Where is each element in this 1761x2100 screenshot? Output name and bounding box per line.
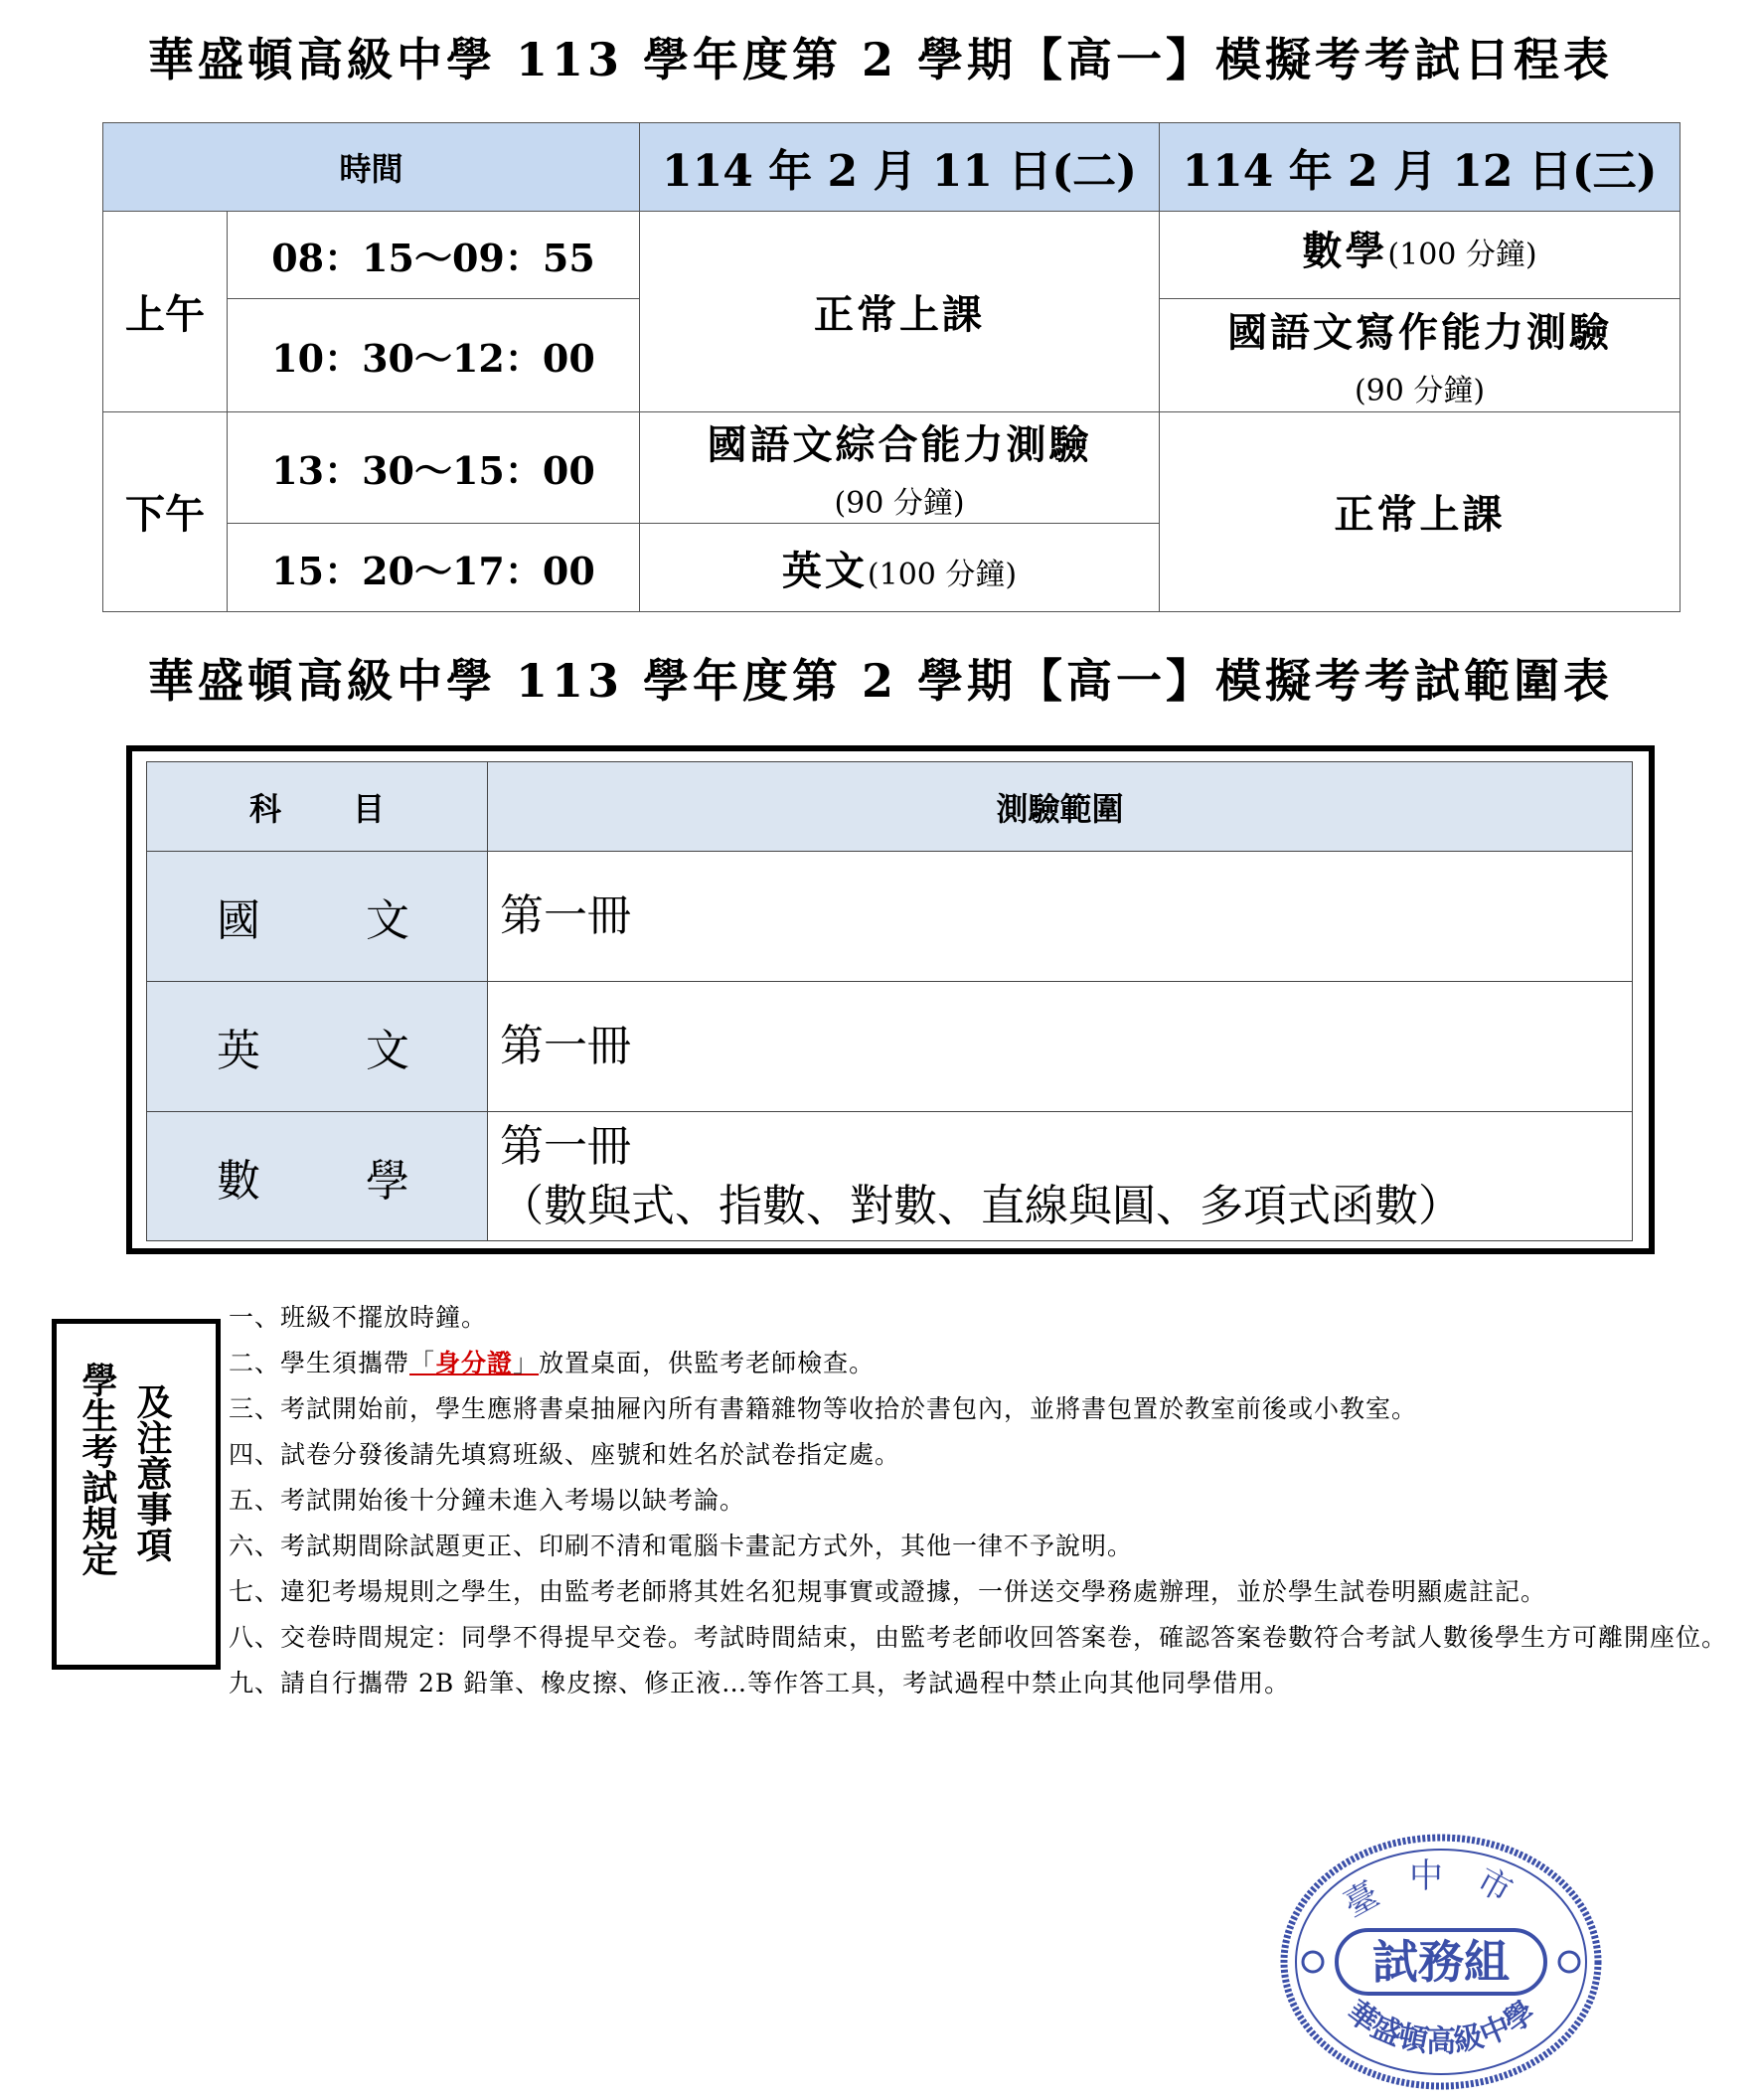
range-cell: 第一冊 <box>488 982 1633 1112</box>
subject-char: 學 <box>366 1155 409 1207</box>
rule-item <box>229 1341 1759 1386</box>
seal-center-text: 試務組 <box>1372 1935 1510 1989</box>
id-card-highlight <box>409 1349 539 1377</box>
subject-cell <box>147 1112 488 1241</box>
exam-scope-table <box>146 761 1633 1241</box>
subject-char: 數 <box>217 1155 260 1207</box>
rules-label-col2: 及注意事項 <box>131 1383 173 1562</box>
scope-header-row <box>147 762 1633 852</box>
time-slot: 13：30～15：00 <box>228 411 640 524</box>
schedule-row <box>103 211 1681 299</box>
day1-header: 114 年 2 月 11 日(二) <box>640 123 1160 212</box>
exam-subject: 國語文綜合能力測驗 <box>707 421 1092 469</box>
morning-label: 上午 <box>103 211 228 411</box>
exam-subject: 國語文寫作能力測驗 <box>1227 308 1613 356</box>
rules-label-box <box>52 1319 221 1670</box>
range-header: 測驗範圍 <box>488 762 1633 852</box>
schedule-header-row <box>103 123 1681 212</box>
day2-header: 114 年 2 月 12 日(三) <box>1160 123 1681 212</box>
rule-item: 八、交卷時間規定：同學不得提早交卷。考試時間結束，由監考老師收回答案卷，確認答案卷數符合考試人數後學生方可離開座位。 <box>229 1623 1728 1652</box>
rule-text: 放置桌面，供監考老師檢查。 <box>539 1349 876 1377</box>
day2-am2-cell <box>1160 299 1681 412</box>
range-line: （數與式、指數、對數、直線與圓、多項式函數） <box>500 1180 1462 1231</box>
seal-top-text: 臺中市 <box>1337 1856 1545 1926</box>
rule-item: 七、違犯考場規則之學生，由監考老師將其姓名犯規事實或證據，一併送交學務處辦理，並於學生試卷明顯處註記。 <box>229 1577 1547 1606</box>
scope-title: 華盛頓高級中學 113 學年度第 2 學期【高一】模擬考考試範圍表 <box>147 654 1614 708</box>
day1-morning-cell: 正常上課 <box>640 211 1160 411</box>
rules-label-col1: 學生考試規定 <box>77 1362 118 1576</box>
rule-item: 四、試卷分發後請先填寫班級、座號和姓名於試卷指定處。 <box>229 1440 901 1469</box>
rule-item: 一、班級不擺放時鐘。 <box>229 1303 488 1332</box>
schedule-row <box>103 411 1681 524</box>
subject-header-a: 科 <box>248 789 281 828</box>
subject-char: 文 <box>366 1026 409 1076</box>
exam-duration: (100 分鐘) <box>1387 237 1537 272</box>
rule-item: 九、請自行攜帶 2B 鉛筆、橡皮擦、修正液…等作答工具，考試過程中禁止向其他同學借用。 <box>229 1669 1291 1697</box>
range-cell: 第一冊 <box>488 852 1633 982</box>
rule-item: 三、考試開始前，學生應將書桌抽屜內所有書籍雜物等收拾於書包內，並將書包置於教室前後或小教室。 <box>229 1394 1418 1423</box>
exam-subject: 數學 <box>1302 227 1388 274</box>
exam-subject: 英文 <box>781 547 868 594</box>
exam-schedule-table <box>102 122 1681 612</box>
schedule-title: 華盛頓高級中學 113 學年度第 2 學期【高一】模擬考考試日程表 <box>147 33 1614 86</box>
bracket-close: 」 <box>513 1349 540 1377</box>
exam-duration: (90 分鐘) <box>1354 373 1486 408</box>
rule-item: 六、考試期間除試題更正、印刷不清和電腦卡畫記方式外，其他一律不予說明。 <box>229 1532 1134 1560</box>
scope-row <box>147 852 1633 982</box>
rule-item: 五、考試開始後十分鐘未進入考場以缺考論。 <box>229 1486 746 1515</box>
scope-row <box>147 1112 1633 1241</box>
day1-pm2-cell <box>640 524 1160 612</box>
scope-frame <box>126 745 1655 1254</box>
subject-char: 國 <box>217 895 260 946</box>
exam-duration: (100 分鐘) <box>867 557 1018 592</box>
day2-am1-cell <box>1160 211 1681 299</box>
subject-header <box>147 762 488 852</box>
subject-cell <box>147 852 488 982</box>
rule-text: 二、學生須攜帶 <box>229 1349 410 1377</box>
rules-list <box>229 1295 1759 1706</box>
seal-right-mark-icon <box>1559 1952 1579 1972</box>
seal-bottom-text: 華盛頓高級中學 <box>1340 1994 1542 2059</box>
seal-left-mark-icon <box>1303 1952 1323 1972</box>
range-cell <box>488 1112 1633 1241</box>
subject-header-b: 目 <box>353 789 386 828</box>
subject-cell <box>147 982 488 1112</box>
scope-row <box>147 982 1633 1112</box>
time-slot: 08：15～09：55 <box>228 211 640 299</box>
id-card-text: 身分證 <box>435 1349 514 1377</box>
time-slot: 10：30～12：00 <box>228 299 640 412</box>
afternoon-label: 下午 <box>103 411 228 611</box>
range-line: 第一冊 <box>500 1120 631 1172</box>
time-header: 時間 <box>103 123 640 212</box>
day1-pm1-cell <box>640 411 1160 524</box>
day2-afternoon-cell: 正常上課 <box>1160 411 1681 611</box>
exam-duration: (90 分鐘) <box>834 486 965 522</box>
subject-char: 文 <box>366 895 409 946</box>
bracket-open: 「 <box>409 1349 436 1377</box>
time-slot: 15：20～17：00 <box>228 524 640 612</box>
subject-char: 英 <box>217 1026 260 1076</box>
official-seal-stamp <box>1277 1831 1605 2094</box>
